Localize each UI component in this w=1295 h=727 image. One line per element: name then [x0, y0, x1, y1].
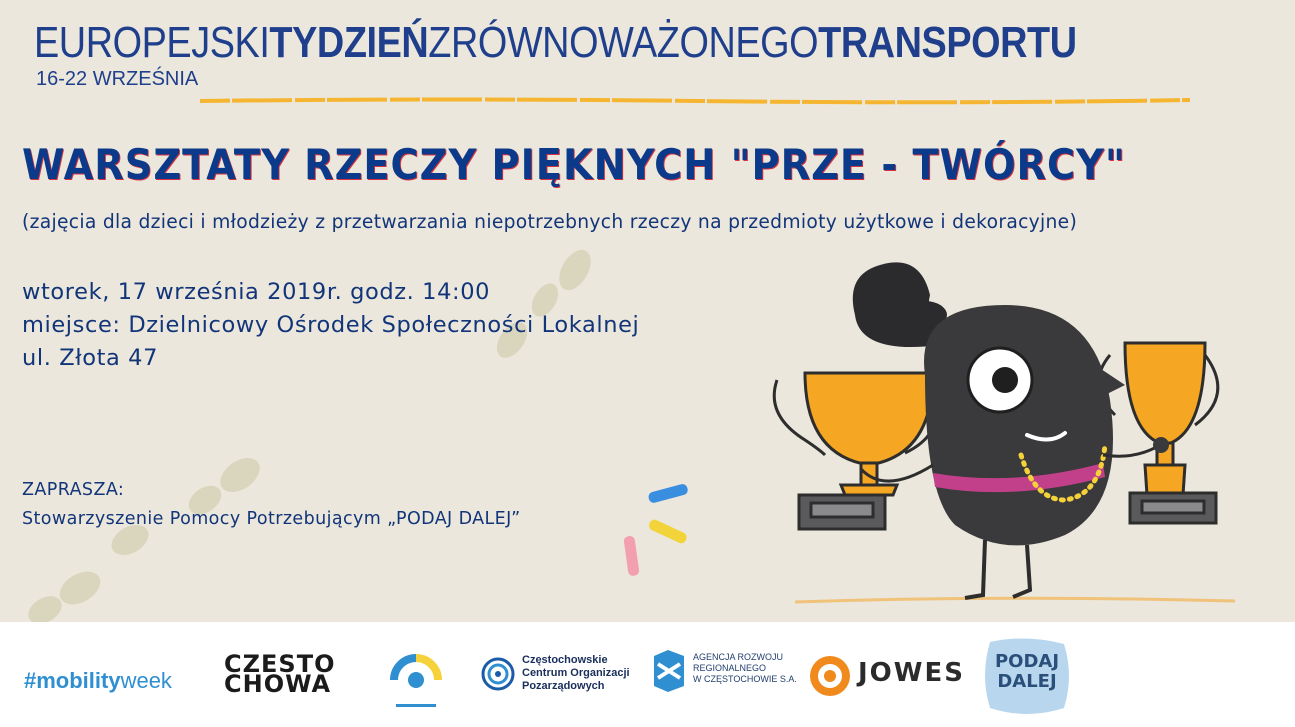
- podaj-line2: DALEJ: [997, 671, 1057, 692]
- mascot-trophies-illustration: [765, 255, 1245, 615]
- podaj-line1: PODAJ: [994, 651, 1060, 672]
- jowes-label: JOWES: [858, 658, 965, 688]
- jowes-flower-icon: [808, 654, 852, 698]
- header-title: [34, 18, 1077, 68]
- arr-logo: [648, 646, 797, 702]
- cco-logo: [480, 652, 640, 700]
- invite-label: ZAPRASZA:: [22, 480, 125, 500]
- cco-name: [522, 654, 630, 693]
- podaj-text: [986, 652, 1068, 692]
- invite-block: [22, 476, 521, 534]
- arr-name: [693, 652, 797, 685]
- mobilityweek-hashtag: [24, 668, 172, 694]
- event-address: ul. Złota 47: [22, 345, 158, 371]
- podaj-dalej-logo: [982, 636, 1072, 716]
- mobility-label: #mobility: [24, 668, 121, 693]
- event-subtitle: (zajęcia dla dzieci i młodzieży z przetwarzania niepotrzebnych rzeczy na przedmioty użytkowe i dekoracyjne): [22, 210, 1078, 233]
- czesto-line2: CHOWA: [224, 670, 332, 698]
- partner-logos-bar: [0, 622, 1295, 727]
- czestochowa-logo: [224, 650, 336, 698]
- event-details: [22, 276, 639, 375]
- event-title: WARSZTATY RZECZY PIĘKNYCH "PRZE - TWÓRCY": [22, 140, 1126, 189]
- week-label: week: [120, 668, 172, 693]
- arr-logo-icon: [648, 646, 690, 696]
- header-title-part4: TRANSPORTU: [818, 18, 1077, 67]
- confetti-decoration: [620, 478, 700, 588]
- header-title-part2: TYDZIEŃ: [269, 18, 429, 67]
- arr-line1: AGENCJA ROZWOJU: [693, 652, 784, 662]
- header-title-part1: EUROPEJSKI: [34, 18, 270, 67]
- arr-line2: REGIONALNEGO: [693, 663, 767, 673]
- invite-organizer: Stowarzyszenie Pomocy Potrzebującym „PODAJ DALEJ”: [22, 509, 521, 529]
- header-dates: 16-22 WRZEŚNIA: [36, 68, 199, 90]
- cco-logo-icon: [480, 656, 516, 692]
- czesto-line1: CZESTO: [224, 650, 336, 678]
- cco-line1: Częstochowskie: [522, 654, 608, 666]
- portal-logo-icon: [384, 642, 448, 712]
- cco-line2: Centrum Organizacji: [522, 667, 630, 679]
- cco-line3: Pozarządowych: [522, 680, 605, 692]
- event-where: miejsce: Dzielnicowy Ośrodek Społeczności Lokalnej: [22, 312, 640, 338]
- arr-line3: W CZĘSTOCHOWIE S.A.: [693, 674, 797, 684]
- header-title-part3: ZRÓWNOWAŻONEGO: [428, 18, 819, 67]
- brush-underline: [200, 96, 1190, 106]
- jowes-logo: [808, 652, 968, 700]
- event-when: wtorek, 17 września 2019r. godz. 14:00: [22, 279, 491, 305]
